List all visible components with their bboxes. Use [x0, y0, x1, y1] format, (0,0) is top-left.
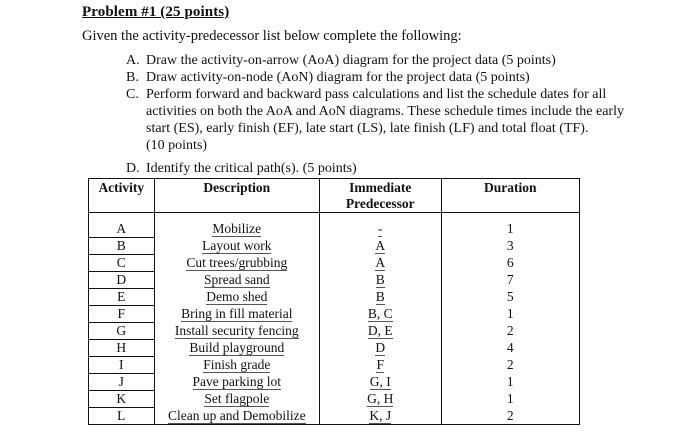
cell-activity: [89, 357, 155, 374]
task-letter: D.: [126, 161, 140, 176]
cell-predecessor-text: D: [375, 340, 386, 355]
table-row: [89, 289, 580, 306]
cell-description-text: Install security fencing: [174, 323, 299, 338]
cell-description-text: Pave parking lot: [192, 374, 282, 389]
cell-activity-text: F: [117, 306, 126, 321]
cell-predecessor-text: B: [375, 289, 385, 304]
cell-predecessor-text: K, J: [369, 407, 392, 423]
cell-description-text: Finish grade: [203, 357, 271, 372]
cell-duration-text: 7: [506, 272, 514, 287]
cell-activity-text: J: [118, 374, 124, 389]
cell-activity-text: C: [116, 255, 126, 270]
table-row: [89, 306, 580, 323]
cell-predecessor-text: B: [375, 272, 385, 287]
table-row: [89, 391, 580, 408]
cell-description-text: Bring in fill material: [181, 306, 293, 321]
cell-activity-text: D: [116, 272, 127, 287]
cell-description: [154, 340, 319, 357]
cell-duration-text: 2: [506, 323, 514, 338]
table-row: [89, 340, 580, 357]
problem-intro: Given the activity-predecessor list below complete the following:: [82, 28, 462, 44]
table-row: [89, 238, 580, 255]
cell-activity: [89, 272, 155, 289]
task-letter: B.: [126, 70, 139, 85]
cell-description: [154, 213, 319, 238]
task-text-line: Draw the activity-on-arrow (AoA) diagram for the project data (5 points): [146, 53, 556, 68]
cell-predecessor-text: D, E: [367, 323, 393, 338]
cell-activity-text: L: [117, 408, 126, 423]
cell-activity: [89, 340, 155, 357]
table-body: [89, 213, 580, 425]
cell-predecessor: [319, 357, 441, 374]
cell-activity: [89, 323, 155, 340]
cell-duration-text: 2: [506, 357, 514, 372]
cell-predecessor-text: A: [375, 255, 386, 270]
cell-predecessor-text: G, H: [367, 391, 394, 406]
cell-duration-text: 2: [506, 407, 514, 423]
task-text-line: Identify the critical path(s). (5 points): [146, 161, 357, 176]
task-text-line: Draw activity-on-node (AoN) diagram for the project data (5 points): [146, 70, 530, 85]
header-predecessor-line2: Predecessor: [345, 196, 415, 211]
cell-duration-text: 1: [506, 306, 514, 321]
cell-activity: [89, 391, 155, 408]
cell-predecessor: [319, 255, 441, 272]
cell-activity-text: E: [117, 289, 126, 304]
cell-description-text: Cut trees/grubbing: [186, 255, 288, 270]
cell-description: [154, 255, 319, 272]
table-row: [89, 272, 580, 289]
cell-duration-text: 5: [506, 289, 514, 304]
cell-description-text: Clean up and Demobilize: [167, 407, 306, 423]
cell-predecessor: [319, 340, 441, 357]
table-row: [89, 323, 580, 340]
task-letter: A.: [126, 53, 140, 68]
header-description: Description: [154, 179, 319, 213]
cell-duration: [441, 238, 580, 255]
cell-description-text: Demo shed: [206, 289, 268, 304]
cell-predecessor: [319, 272, 441, 289]
table-row: [89, 408, 580, 425]
cell-activity: [89, 289, 155, 306]
cell-activity: [89, 238, 155, 255]
header-activity: Activity: [89, 179, 155, 213]
cell-activity-text: K: [116, 391, 127, 406]
cell-description: [154, 306, 319, 323]
cell-description-text: Set flagpole: [204, 391, 270, 406]
table-row: [89, 374, 580, 391]
cell-description: [154, 357, 319, 374]
header-predecessor: [319, 179, 441, 213]
table-row: [89, 357, 580, 374]
task-text-line: activities on both the AoA and AoN diagrams. These schedule times include the early: [146, 104, 624, 119]
cell-predecessor: [319, 374, 441, 391]
cell-activity-text: A: [116, 221, 127, 236]
activity-table: [88, 178, 580, 425]
cell-predecessor: [319, 289, 441, 306]
table-row: [89, 255, 580, 272]
cell-description: [154, 374, 319, 391]
cell-description: [154, 238, 319, 255]
cell-duration: [441, 289, 580, 306]
cell-description: [154, 391, 319, 408]
cell-duration: [441, 408, 580, 425]
cell-duration-text: 1: [506, 374, 514, 389]
cell-predecessor: [319, 323, 441, 340]
cell-description: [154, 408, 319, 425]
cell-predecessor-text: B, C: [367, 306, 393, 321]
header-duration: Duration: [441, 179, 580, 213]
cell-predecessor: [319, 408, 441, 425]
cell-duration: [441, 255, 580, 272]
cell-duration-text: 4: [506, 340, 514, 355]
cell-predecessor-text: A: [375, 238, 386, 253]
cell-activity: [89, 213, 155, 238]
cell-predecessor-text: -: [377, 221, 383, 237]
cell-description: [154, 289, 319, 306]
cell-description-text: Mobilize: [212, 221, 262, 237]
cell-activity-text: G: [116, 323, 127, 338]
cell-activity-text: I: [119, 357, 124, 372]
cell-predecessor: [319, 213, 441, 238]
cell-description: [154, 323, 319, 340]
cell-activity: [89, 255, 155, 272]
problem-title: Problem #1 (25 points): [82, 4, 230, 20]
cell-predecessor-text: F: [376, 357, 384, 372]
task-text-line: start (ES), early finish (EF), late start (LS), late finish (LF) and total float (TF).: [146, 121, 589, 136]
header-predecessor-line1: Immediate: [349, 180, 412, 195]
cell-activity-text: B: [116, 238, 126, 253]
cell-duration: [441, 374, 580, 391]
task-text-line: (10 points): [146, 138, 208, 153]
cell-predecessor: [319, 391, 441, 408]
task-letter: C.: [126, 87, 139, 102]
cell-description-text: Build playground: [189, 340, 285, 355]
task-text-line: Perform forward and backward pass calculations and list the schedule dates for all: [146, 87, 607, 102]
cell-duration-text: 3: [506, 238, 514, 253]
cell-description-text: Spread sand: [203, 272, 270, 287]
cell-activity: [89, 374, 155, 391]
table-row: [89, 213, 580, 238]
cell-duration: [441, 357, 580, 374]
cell-duration: [441, 391, 580, 408]
cell-predecessor: [319, 306, 441, 323]
cell-duration: [441, 306, 580, 323]
cell-description: [154, 272, 319, 289]
cell-activity: [89, 306, 155, 323]
cell-predecessor-text: G, I: [369, 374, 391, 389]
cell-duration-text: 1: [506, 391, 514, 406]
cell-activity-text: H: [116, 340, 127, 355]
cell-duration: [441, 323, 580, 340]
table-header-row: [89, 179, 580, 213]
cell-duration: [441, 272, 580, 289]
cell-description-text: Layout work: [202, 238, 272, 253]
cell-duration-text: 6: [506, 255, 514, 270]
cell-duration: [441, 340, 580, 357]
cell-activity: [89, 408, 155, 425]
cell-duration: [441, 213, 580, 238]
cell-duration-text: 1: [506, 221, 514, 237]
cell-predecessor: [319, 238, 441, 255]
